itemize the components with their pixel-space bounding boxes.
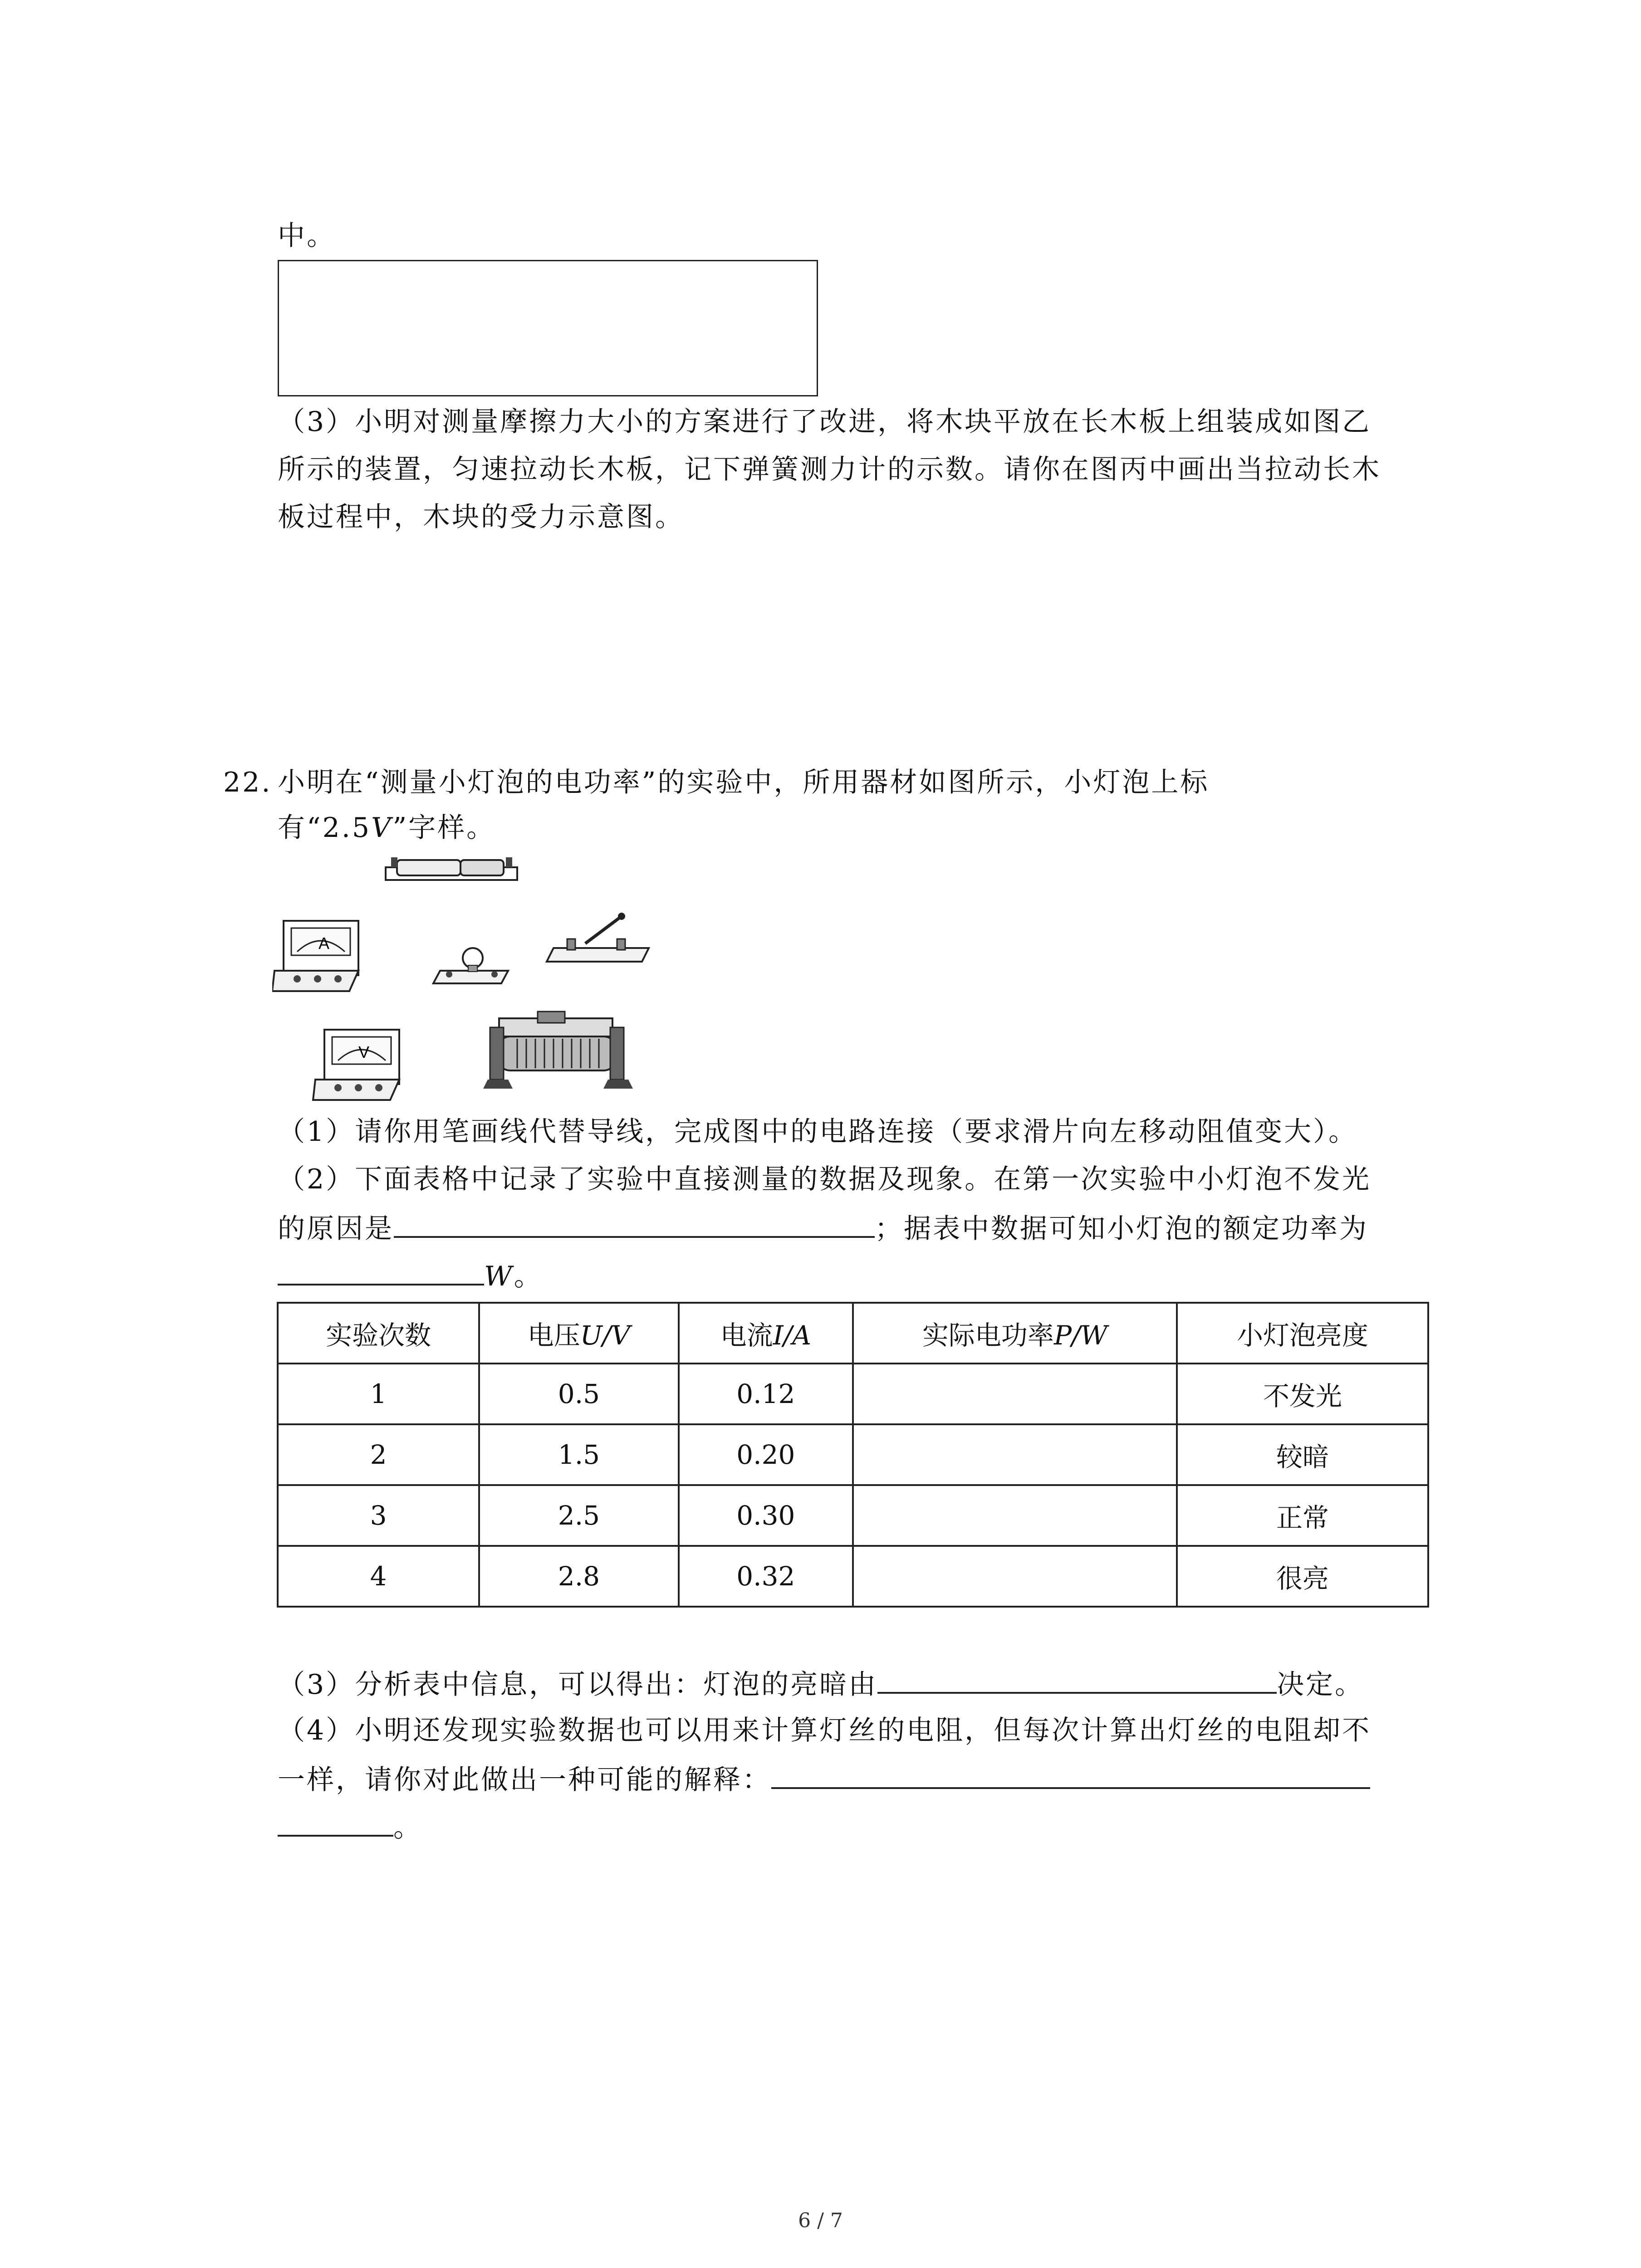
- q22-part4-line3: 。: [278, 1803, 422, 1850]
- table-cell: 4: [278, 1546, 479, 1607]
- table-cell: 3: [278, 1485, 479, 1546]
- answer-box[interactable]: [278, 260, 818, 396]
- table-row: [278, 1364, 1428, 1424]
- q22-part2-line1: （2）下面表格中记录了实验中直接测量的数据及现象。在第一次实验中小灯泡不发光: [278, 1163, 1372, 1195]
- battery-icon: [386, 857, 517, 880]
- q22-part3: （3）分析表中信息，可以得出：灯泡的亮暗由 决定。: [278, 1660, 1364, 1707]
- table-cell-power[interactable]: [853, 1424, 1177, 1485]
- voltmeter-icon: [313, 1030, 399, 1100]
- table-header: 小灯泡亮度: [1177, 1303, 1428, 1364]
- table-cell: 不发光: [1177, 1364, 1428, 1424]
- table-cell: 很亮: [1177, 1546, 1428, 1607]
- table-cell: 2.8: [479, 1546, 678, 1607]
- table-header: 电压U/V: [479, 1303, 678, 1364]
- table-cell: 0.20: [679, 1424, 853, 1485]
- q22-part2-line3: W。: [278, 1252, 543, 1299]
- q21-part3-line2: 所示的装置，匀速拉动长木板，记下弹簧测力计的示数。请你在图丙中画出当拉动长木: [278, 454, 1381, 485]
- table-cell-power[interactable]: [853, 1364, 1177, 1424]
- table-cell: 1.5: [479, 1424, 678, 1485]
- q22-stem-line1: 小明在“测量小灯泡的电功率”的实验中，所用器材如图所示，小灯泡上标: [278, 767, 1210, 798]
- table-cell: 正常: [1177, 1485, 1428, 1546]
- table-row: [278, 1546, 1428, 1607]
- answer-blank-explanation[interactable]: [771, 1755, 1370, 1789]
- table-cell: 0.12: [679, 1364, 853, 1424]
- ammeter-icon: [272, 921, 358, 991]
- bulb-icon: [433, 948, 508, 983]
- table-cell: 2: [278, 1424, 479, 1485]
- table-header: 实际电功率P/W: [853, 1303, 1177, 1364]
- table-cell: 0.5: [479, 1364, 678, 1424]
- answer-blank-reason[interactable]: [394, 1204, 875, 1238]
- previous-question-tail: 中。: [278, 220, 336, 252]
- answer-blank-brightness[interactable]: [877, 1660, 1277, 1694]
- table-cell-power[interactable]: [853, 1485, 1177, 1546]
- data-table: [277, 1302, 1429, 1608]
- table-row: [278, 1424, 1428, 1485]
- table-cell: 较暗: [1177, 1424, 1428, 1485]
- table-header: 电流I/A: [679, 1303, 853, 1364]
- q22-part1: （1）请你用笔画线代替导线，完成图中的电路连接（要求滑片向左移动阻值变大）。: [278, 1116, 1358, 1148]
- table-header-row: [278, 1303, 1428, 1364]
- answer-blank-explanation-cont[interactable]: [278, 1803, 393, 1837]
- ammeter-label: A: [318, 934, 330, 953]
- equipment-figure: [272, 857, 681, 1111]
- q21-part3-line1: （3）小明对测量摩擦力大小的方案进行了改进，将木块平放在长木板上组装成如图乙: [278, 406, 1372, 438]
- table-cell: 2.5: [479, 1485, 678, 1546]
- table-cell: 0.32: [679, 1546, 853, 1607]
- table-header: 实验次数: [278, 1303, 479, 1364]
- table-cell-power[interactable]: [853, 1546, 1177, 1607]
- q21-part3-line3: 板过程中，木块的受力示意图。: [278, 501, 684, 533]
- q22-part2-line2: 的原因是 ；据表中数据可知小灯泡的额定功率为: [278, 1204, 1368, 1251]
- page-number: 6 / 7: [798, 2209, 843, 2232]
- switch-icon: [547, 913, 649, 962]
- q22-part4-line1: （4）小明还发现实验数据也可以用来计算灯丝的电阻，但每次计算出灯丝的电阻却不: [278, 1715, 1372, 1746]
- rheostat-icon: [483, 1012, 633, 1089]
- q22-stem-line2: 有“2.5V”字样。: [278, 812, 496, 844]
- q22-part4-line2: 一样，请你对此做出一种可能的解释：: [278, 1755, 1370, 1803]
- q22-number: 22.: [223, 767, 272, 798]
- table-row: [278, 1485, 1428, 1546]
- table-cell: 1: [278, 1364, 479, 1424]
- voltmeter-label: V: [358, 1043, 370, 1061]
- answer-blank-rated-power[interactable]: [278, 1252, 484, 1286]
- table-cell: 0.30: [679, 1485, 853, 1546]
